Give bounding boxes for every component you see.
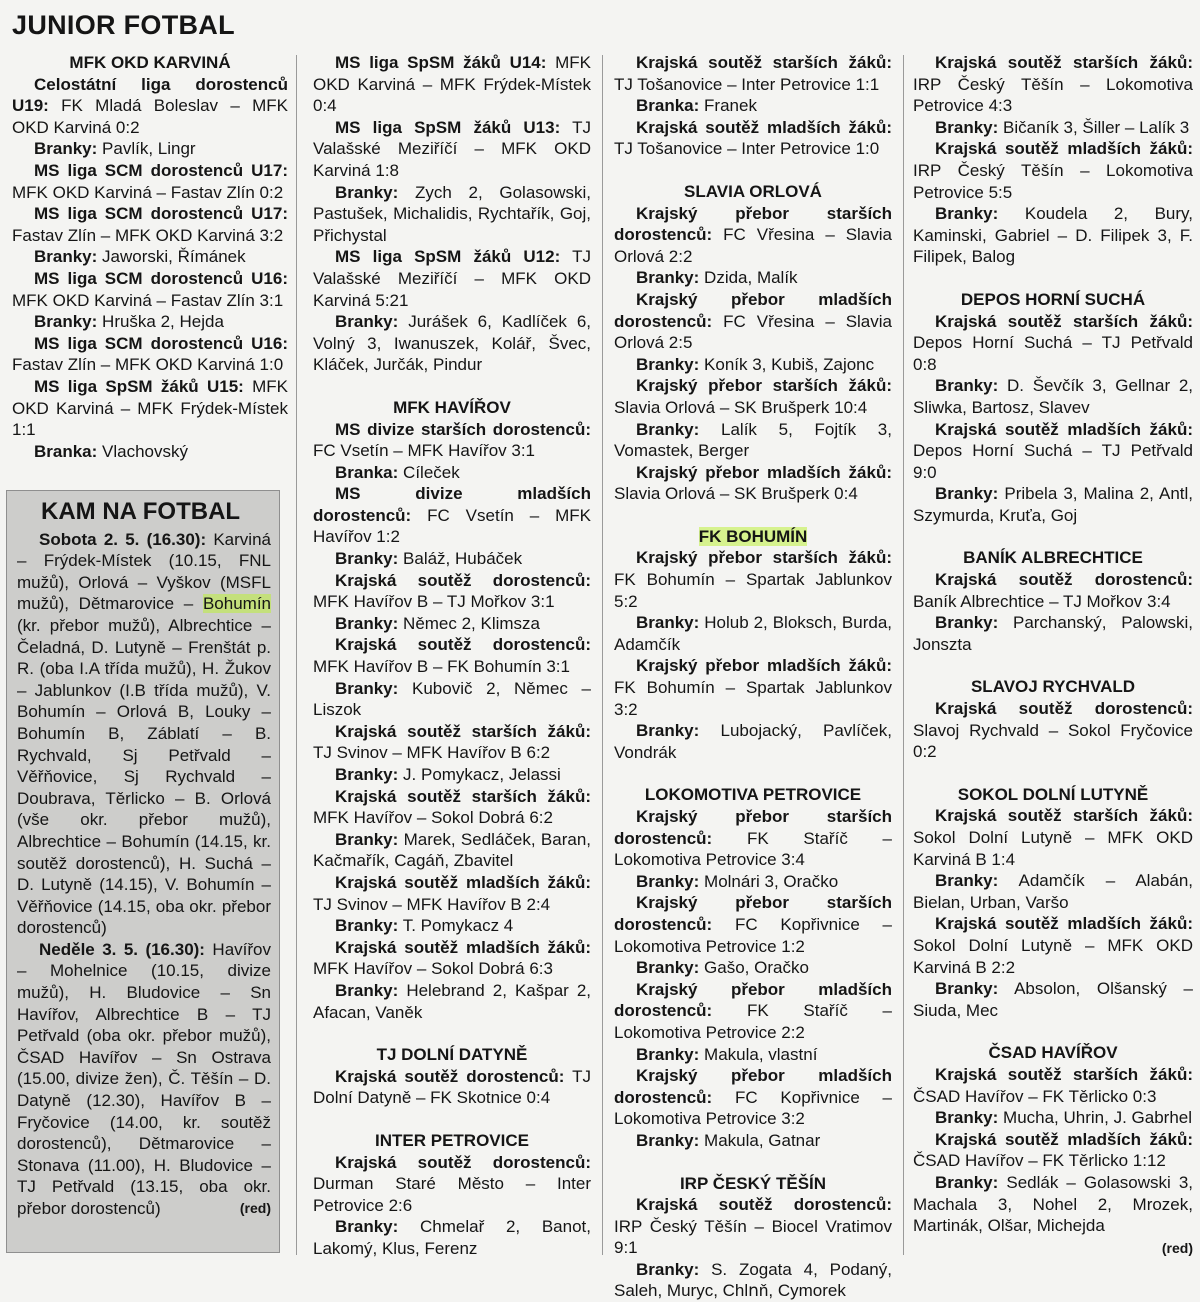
page-title: JUNIOR FOTBAL xyxy=(12,10,235,40)
result-entry xyxy=(12,138,288,160)
entry-text: Zych 2, Golasowski, Pastušek, Michalidis, Rychtařík, Goj, Přichystal xyxy=(313,182,591,245)
result-entry xyxy=(313,462,591,484)
entry-text: MFK OKD Karviná – Fastav Zlín 3:1 xyxy=(12,290,284,310)
entry-text: ČSAD Havířov – FK Těrlicko 0:3 xyxy=(913,1086,1157,1106)
entry-text: ČSAD Havířov – FK Těrlicko 1:12 xyxy=(913,1151,1166,1171)
entry-label: Branky: xyxy=(335,829,399,849)
result-entry xyxy=(614,547,892,612)
team-heading-inter: INTER PETROVICE xyxy=(375,1130,529,1150)
result-entry xyxy=(313,52,591,117)
column-4 xyxy=(913,52,1193,1257)
column-rule xyxy=(296,55,297,1255)
entry-label: Krajská soutěž dorostenců: xyxy=(335,570,591,590)
entry-text: FK Bohumín – Spartak Jablunkov 3:2 xyxy=(614,678,892,719)
entry-label: Krajský přebor mladších dorostenců: xyxy=(614,289,892,331)
team-heading-havirov: MFK HAVÍŘOV xyxy=(393,397,511,417)
entry-label: Branky: xyxy=(935,484,999,504)
kam-saturday-text-a: Karviná – Frýdek-Místek (10.15, FNL mužů), Orlová – Vyškov (MSFL mužů), Dětmarovice – xyxy=(17,529,271,614)
result-entry xyxy=(913,698,1193,763)
entry-label: Branky: xyxy=(636,1259,700,1279)
result-entry xyxy=(313,613,591,635)
signature-right xyxy=(913,1237,1193,1260)
entry-text: Hruška 2, Hejda xyxy=(97,312,224,332)
result-entry xyxy=(313,980,591,1023)
entry-label: MS liga SpSM žáků U15: xyxy=(34,376,244,396)
entry-text: TJ Valašské Meziříčí – MFK OKD Karviná 5:21 xyxy=(313,247,591,310)
entry-text: Makula, vlastní xyxy=(699,1044,818,1064)
result-entry xyxy=(313,721,591,764)
result-entry xyxy=(313,678,591,721)
entry-label: MS liga SCM dorostenců U16: xyxy=(34,268,288,288)
entry-text: FK Bohumín – Spartak Jablunkov 5:2 xyxy=(614,570,892,611)
entry-text: Franek xyxy=(699,96,757,116)
entry-label: Krajský přebor mladších žáků: xyxy=(636,656,892,676)
entry-text: Makula, Gatnar xyxy=(699,1130,821,1150)
result-entry xyxy=(614,1044,892,1066)
result-entry xyxy=(313,311,591,376)
entry-label: Krajská soutěž mladších žáků: xyxy=(935,1129,1193,1149)
entry-label: Branka: xyxy=(34,441,98,461)
result-entry xyxy=(313,764,591,786)
entry-text: Chmelař 2, Banot, Lakomý, Klus, Ferenz xyxy=(313,1217,591,1258)
team-heading-karvina: MFK OKD KARVINÁ xyxy=(69,53,231,72)
entry-label: Branky: xyxy=(335,765,399,784)
section-karvina-part1 xyxy=(12,74,288,463)
entry-text: Koník 3, Kubiš, Zajonc xyxy=(699,354,875,374)
column-rule xyxy=(903,55,904,1255)
entry-text: FC Vsetín – MFK Havířov 3:1 xyxy=(313,441,536,461)
entry-label: Krajská soutěž dorostenců: xyxy=(935,699,1193,719)
result-entry xyxy=(913,483,1193,526)
entry-label: MS divize mladších dorostenců: xyxy=(313,484,591,525)
result-entry xyxy=(12,268,288,311)
entry-label: Krajský přebor mladších žáků: xyxy=(636,462,892,482)
entry-label: MS liga SpSM žáků U13: xyxy=(335,117,561,137)
entry-label: Branky: xyxy=(335,1217,399,1237)
entry-label: Branky: xyxy=(34,312,98,332)
result-entry xyxy=(913,978,1193,1021)
entry-text: D. Ševčík 3, Gellnar 2, Sliwka, Bartosz, Slavev xyxy=(913,376,1193,417)
entry-text: TJ Svinov – MFK Havířov B 2:4 xyxy=(313,894,551,914)
result-entry xyxy=(913,117,1193,139)
section-rychvald xyxy=(913,698,1193,763)
result-entry xyxy=(913,1064,1193,1107)
result-entry xyxy=(614,957,892,979)
column-3 xyxy=(614,52,892,1301)
entry-label: Branka: xyxy=(636,96,700,116)
entry-text: Fastav Zlín – MFK OKD Karviná 3:2 xyxy=(12,225,284,245)
entry-text: Kubovič 2, Němec – Liszok xyxy=(313,678,591,720)
entry-label: Branky: xyxy=(935,1172,999,1192)
entry-text: IRP Český Těšín – Lokomotiva Petrovice 5:5 xyxy=(913,160,1193,202)
entry-text: Pribela 3, Malina 2, Antl, Szymurda, Kruťa, Goj xyxy=(913,484,1193,525)
kam-sunday-text: Havířov – Mohelnice (10.15, divize mužů), H. Bludovice – Sn Havířov, Albrechtice B – TJ Petřvald (oba okr. přebor mužů), ČSAD Havířov – Sn Ostrava (15.00, divize žen), Č. Těšín – D. Datyně (12.30), Havířov B – Fryčovice (14.00, kr. soutěž dorostenců), Dětmarovice – Stonava (11.00), H. Bludovice – TJ Petřvald (13.15, oba okr. přebor dorostenců) xyxy=(17,939,271,1218)
entry-label: Krajská soutěž mladších žáků: xyxy=(335,872,591,892)
entry-label: Branky: xyxy=(335,613,399,633)
entry-label: Krajská soutěž starších žáků: xyxy=(935,1064,1193,1084)
entry-text: MFK OKD Karviná – MFK Frýdek-Místek 1:1 xyxy=(12,376,289,440)
team-heading-lutyne: SOKOL DOLNÍ LUTYNĚ xyxy=(957,784,1149,804)
entry-label: Krajská soutěž dorostenců: xyxy=(335,1152,591,1172)
entry-text: Holub 2, Bloksch, Burda, Adamčík xyxy=(614,613,892,654)
entry-text: Slavia Orlová – SK Brušperk 0:4 xyxy=(614,484,858,504)
entry-text: Mucha, Uhrin, J. Gabrhel xyxy=(998,1108,1193,1128)
result-entry xyxy=(313,786,591,829)
result-entry xyxy=(913,311,1193,376)
result-entry xyxy=(12,441,288,463)
team-heading-rychvald: SLAVOJ RYCHVALD xyxy=(970,677,1136,697)
result-entry xyxy=(913,52,1193,117)
entry-label: Krajský přebor mladších dorostenců: xyxy=(614,1066,892,1107)
column-2 xyxy=(313,52,591,1257)
entry-text: Absolon, Olšanský – Siuda, Mec xyxy=(913,979,1193,1020)
entry-text: Cíleček xyxy=(398,462,460,482)
entry-text: Parchanský, Palowski, Jonszta xyxy=(913,613,1193,654)
entry-text: T. Pomykacz 4 xyxy=(398,916,514,936)
result-entry xyxy=(614,1194,892,1259)
kam-saturday-text-b: (kr. přebor mužů), Albrechtice – Čeladná, D. Lutyně – Frenštát p. R. (oba I.A třída mužů), H. Žukov – Jablunkov (I.B třída mužů), V. Bohumín – Orlová B, Louky – Bohumín B, Záblatí – B. Rychvald, Sj Petřvald – Věřňovice, Sj Rychvald – Doubrava, Těrlicko – B. Orlová (vše okr. přebor mužů), Albrechtice – Bohumín (14.15, kr. soutěž dorostenců), H. Suchá – D. Lutyně (14.15), V. Bohumín – Věřňovice (14.15, oba okr. přebor dorostenců) xyxy=(17,615,271,938)
entry-label: MS liga SCM dorostenců U17: xyxy=(34,204,288,224)
entry-text: FC Vřesina – Slavia Orlová 2:5 xyxy=(614,311,892,353)
entry-text: Adamčík – Alabán, Bielan, Urban, Varšo xyxy=(913,871,1193,912)
entry-text: Němec 2, Klimsza xyxy=(398,613,541,633)
result-entry xyxy=(614,462,892,505)
entry-text: Bičaník 3, Šiller – Lalík 3 xyxy=(998,117,1190,137)
result-entry xyxy=(313,483,591,548)
entry-text: MFK Havířov – Sokol Dobrá 6:3 xyxy=(313,959,553,979)
result-entry xyxy=(313,570,591,613)
result-entry xyxy=(313,1216,591,1259)
entry-label: Branky: xyxy=(335,678,399,698)
entry-text: Molnári 3, Oračko xyxy=(699,871,839,891)
entry-label: Branky: xyxy=(636,1044,700,1064)
team-heading-datyne: TJ DOLNÍ DATYNĚ xyxy=(376,1045,528,1065)
entry-label: Branky: xyxy=(34,139,98,159)
result-entry xyxy=(614,1065,892,1130)
entry-label: Branky: xyxy=(636,721,700,741)
result-entry xyxy=(614,354,892,376)
team-heading-albrechtice: BANÍK ALBRECHTICE xyxy=(963,548,1143,568)
entry-text: TJ Dolní Datyně – FK Skotnice 0:4 xyxy=(313,1066,591,1108)
entry-text: Dzida, Malík xyxy=(699,268,798,288)
kam-saturday xyxy=(17,529,271,939)
entry-label: Krajská soutěž dorostenců: xyxy=(335,1066,565,1086)
entry-text: Baláž, Hubáček xyxy=(398,549,523,569)
result-entry xyxy=(614,979,892,1044)
result-entry xyxy=(12,74,288,139)
entry-text: Pavlík, Lingr xyxy=(97,139,196,159)
entry-label: Krajská soutěž starších žáků: xyxy=(335,786,591,806)
entry-label: Branky: xyxy=(935,117,999,137)
entry-label: Krajská soutěž dorostenců: xyxy=(335,635,591,655)
entry-text: Lubojacký, Pavlíček, Vondrák xyxy=(614,721,892,762)
signature-right-text: (red) xyxy=(1161,1239,1193,1256)
entry-label: Branky: xyxy=(636,268,700,288)
entry-text: Marek, Sedláček, Baran, Kačmařík, Cagáň, Zbavitel xyxy=(313,829,591,871)
entry-label: Krajský přebor starších žáků: xyxy=(636,376,892,396)
result-entry xyxy=(313,829,591,872)
section-inter-part2 xyxy=(614,52,892,160)
entry-text: TJ Svinov – MFK Havířov B 6:2 xyxy=(313,743,551,763)
section-karvina-part2 xyxy=(313,52,591,376)
entry-text: MFK OKD Karviná – Fastav Zlín 0:2 xyxy=(12,182,284,202)
entry-label: MS divize starších dorostenců: xyxy=(335,419,591,439)
result-entry xyxy=(313,246,591,311)
entry-text: Slavoj Rychvald – Sokol Fryčovice 0:2 xyxy=(913,720,1193,762)
result-entry xyxy=(614,806,892,871)
entry-text: TJ Tošanovice – Inter Petrovice 1:0 xyxy=(614,139,880,159)
kam-title: KAM NA FOTBAL xyxy=(41,498,241,525)
entry-label: Krajský přebor starších dorostenců: xyxy=(614,203,892,245)
section-lokomotiva xyxy=(614,806,892,1152)
section-irp-part2 xyxy=(913,52,1193,268)
entry-text: Helebrand 2, Kašpar 2, Afacan, Vaněk xyxy=(313,980,591,1022)
team-heading-bohumin-text: FK BOHUMÍN xyxy=(698,526,808,546)
result-entry xyxy=(12,333,288,376)
result-entry xyxy=(913,419,1193,484)
entry-label: Krajská soutěž starších žáků: xyxy=(935,311,1193,331)
result-entry xyxy=(12,246,288,268)
entry-text: IRP Český Těšín – Biocel Vratimov 9:1 xyxy=(614,1216,892,1258)
section-csad xyxy=(913,1064,1193,1237)
entry-label: Branky: xyxy=(636,958,700,978)
team-heading-orlova: SLAVIA ORLOVÁ xyxy=(684,181,822,201)
entry-label: MS liga SCM dorostenců U17: xyxy=(34,160,288,180)
entry-label: Branky: xyxy=(335,549,399,569)
entry-text: IRP Český Těšín – Lokomotiva Petrovice 4:3 xyxy=(913,74,1193,116)
section-havirov xyxy=(313,419,591,1024)
entry-label: Krajská soutěž starších žáků: xyxy=(335,721,591,741)
result-entry xyxy=(313,548,591,570)
kam-na-fotbal-box xyxy=(6,490,280,1253)
result-entry xyxy=(614,267,892,289)
entry-label: Krajská soutěž starších žáků: xyxy=(935,53,1193,72)
entry-label: Krajská soutěž dorostenců: xyxy=(935,570,1193,590)
entry-label: Krajská soutěž mladších žáků: xyxy=(335,937,591,957)
entry-label: Branky: xyxy=(335,980,399,1000)
entry-text: J. Pomykacz, Jelassi xyxy=(398,765,561,784)
result-entry xyxy=(12,311,288,333)
entry-label: Branky: xyxy=(636,354,700,374)
entry-label: MS liga SpSM žáků U12: xyxy=(335,247,561,267)
entry-label: Branky: xyxy=(636,613,700,633)
entry-text: Vlachovský xyxy=(97,441,189,461)
entry-label: MS liga SpSM žáků U14: xyxy=(335,53,547,72)
result-entry xyxy=(614,289,892,354)
entry-label: Branky: xyxy=(335,312,399,332)
entry-text: TJ Tošanovice – Inter Petrovice 1:1 xyxy=(614,74,880,94)
entry-text: S. Zogata 4, Podaný, Saleh, Muryc, Chlոň, Cymorek xyxy=(614,1259,892,1301)
kam-sunday-label: Neděle 3. 5. (16.30): xyxy=(39,939,205,959)
entry-text: FK Staříč – Lokomotiva Petrovice 2:2 xyxy=(614,1001,892,1042)
section-inter-part1 xyxy=(313,1152,591,1260)
section-bohumin xyxy=(614,547,892,763)
result-entry xyxy=(913,612,1193,655)
entry-label: Branky: xyxy=(636,871,700,891)
result-entry xyxy=(614,95,892,117)
entry-text: FK Staříč – Lokomotiva Petrovice 3:4 xyxy=(614,828,892,870)
result-entry xyxy=(913,203,1193,268)
result-entry xyxy=(614,375,892,418)
result-entry xyxy=(313,182,591,247)
entry-text: Slavia Orlová – SK Brušperk 10:4 xyxy=(614,397,868,417)
entry-text: Baník Albrechtice – TJ Mořkov 3:4 xyxy=(913,591,1171,611)
entry-label: Branky: xyxy=(935,871,999,891)
column-rule xyxy=(602,55,603,1255)
result-entry xyxy=(313,937,591,980)
entry-label: Branka: xyxy=(335,462,399,482)
entry-text: Sokol Dolní Lutyně – MFK OKD Karviná B 1:4 xyxy=(913,828,1193,869)
entry-label: Branky: xyxy=(935,979,999,999)
result-entry xyxy=(913,569,1193,612)
entry-text: Jurášek 6, Kadlíček 6, Volný 3, Iwanuszek, Kolář, Švec, Kláček, Jurčák, Pindur xyxy=(313,312,591,375)
entry-text: TJ Valašské Meziříčí – MFK OKD Karviná 1:8 xyxy=(313,117,591,180)
team-heading-depos: DEPOS HORNÍ SUCHÁ xyxy=(960,289,1146,309)
entry-text: Lalík 5, Fojtík 3, Vomastek, Berger xyxy=(614,419,892,461)
section-irp-part1 xyxy=(614,1194,892,1302)
entry-text: FC Kopřivnice – Lokomotiva Petrovice 3:2 xyxy=(614,1087,892,1129)
entry-text: MFK Havířov B – TJ Mořkov 3:1 xyxy=(313,592,555,612)
entry-text: FC Kopřivnice – Lokomotiva Petrovice 1:2 xyxy=(614,914,892,956)
entry-label: Branky: xyxy=(636,1130,700,1150)
entry-label: Krajská soutěž mladších žáků: xyxy=(935,914,1193,934)
section-datyne xyxy=(313,1066,591,1109)
entry-text: Fastav Zlín – MFK OKD Karviná 1:0 xyxy=(12,355,284,375)
entry-label: Branky: xyxy=(335,916,399,936)
entry-label: Branky: xyxy=(34,247,98,267)
result-entry xyxy=(313,419,591,462)
section-orlova xyxy=(614,203,892,505)
entry-text: Depos Horní Suchá – TJ Petřvald 0:8 xyxy=(913,333,1193,374)
result-entry xyxy=(12,203,288,246)
result-entry xyxy=(614,117,892,160)
result-entry xyxy=(913,1129,1193,1172)
result-entry xyxy=(913,870,1193,913)
result-entry xyxy=(913,138,1193,203)
result-entry xyxy=(913,375,1193,418)
result-entry xyxy=(313,872,591,915)
result-entry xyxy=(614,720,892,763)
entry-label: Krajská soutěž mladších žáků: xyxy=(636,117,892,137)
entry-label: Krajská soutěž mladších žáků: xyxy=(935,139,1193,159)
kam-sunday xyxy=(17,939,271,1220)
signature: (red) xyxy=(239,1200,271,1216)
entry-text: Gašo, Oračko xyxy=(699,958,809,978)
entry-label: Krajský přebor starších žáků: xyxy=(636,548,892,568)
team-heading-irp: IRP ČESKÝ TĚŠÍN xyxy=(679,1173,827,1193)
team-heading-csad: ČSAD HAVÍŘOV xyxy=(988,1043,1118,1063)
result-entry xyxy=(913,913,1193,978)
result-entry xyxy=(913,805,1193,870)
entry-label: Krajský přebor starších dorostenců: xyxy=(614,893,892,934)
result-entry xyxy=(913,1172,1193,1237)
entry-label: Krajský přebor starších dorostenců: xyxy=(614,807,892,848)
entry-text: Jaworski, Římánek xyxy=(97,247,246,267)
entry-text: Sedlák – Golasowski 3, Machala 3, Nohel 2, Mrozek, Martinák, Olšar, Michejda xyxy=(913,1172,1193,1236)
entry-text: FK Mladá Boleslav – MFK OKD Karviná 0:2 xyxy=(12,96,288,137)
entry-text: MFK Havířov – Sokol Dobrá 6:2 xyxy=(313,808,553,828)
result-entry xyxy=(614,203,892,268)
entry-label: Krajský přebor mladších dorostenců: xyxy=(614,979,892,1021)
team-heading-lokomotiva: LOKOMOTIVA PETROVICE xyxy=(644,785,862,805)
result-entry xyxy=(614,612,892,655)
result-entry xyxy=(614,1130,892,1152)
entry-text: Koudela 2, Bury, Kaminski, Gabriel – D. Filipek 3, F. Filipek, Balog xyxy=(913,204,1193,267)
entry-label: Branky: xyxy=(636,419,700,439)
entry-label: Krajská soutěž starších žáků: xyxy=(636,53,892,72)
result-entry xyxy=(12,376,288,441)
section-albrechtice xyxy=(913,569,1193,655)
result-entry xyxy=(313,1152,591,1217)
entry-label: Branky: xyxy=(935,204,999,224)
kam-saturday-label: Sobota 2. 5. (16.30): xyxy=(39,529,207,549)
entry-text: Depos Horní Suchá – TJ Petřvald 9:0 xyxy=(913,441,1193,482)
entry-label: Branky: xyxy=(935,613,999,633)
entry-text: Durman Staré Město – Inter Petrovice 2:6 xyxy=(313,1174,591,1215)
result-entry xyxy=(614,52,892,95)
section-depos xyxy=(913,311,1193,527)
highlighted-team: Bohumín xyxy=(202,594,271,614)
entry-label: Krajská soutěž starších žáků: xyxy=(935,806,1193,826)
entry-label: Krajská soutěž mladších žáků: xyxy=(935,419,1193,439)
entry-label: Branky: xyxy=(335,182,399,202)
entry-text: FC Vsetín – MFK Havířov 1:2 xyxy=(313,505,591,547)
team-heading-bohumin xyxy=(614,526,892,548)
result-entry xyxy=(614,871,892,893)
entry-text: MFK Havířov B – FK Bohumín 3:1 xyxy=(313,657,570,677)
result-entry xyxy=(614,419,892,462)
entry-text: MFK OKD Karviná – MFK Frýdek-Místek 0:4 xyxy=(313,53,591,116)
entry-label: Celostátní liga dorostenců U19: xyxy=(12,74,288,116)
result-entry xyxy=(614,892,892,957)
result-entry xyxy=(614,655,892,720)
entry-label: Branky: xyxy=(935,1108,999,1128)
result-entry xyxy=(313,915,591,937)
entry-label: MS liga SCM dorostenců U16: xyxy=(34,333,288,353)
result-entry xyxy=(313,1066,591,1109)
entry-text: Sokol Dolní Lutyně – MFK OKD Karviná B 2:2 xyxy=(913,935,1193,977)
column-1 xyxy=(12,52,288,482)
result-entry xyxy=(12,160,288,203)
result-entry xyxy=(913,1107,1193,1129)
section-lutyne xyxy=(913,805,1193,1021)
result-entry xyxy=(614,1259,892,1302)
entry-label: Branky: xyxy=(935,376,999,396)
entry-text: FC Vřesina – Slavia Orlová 2:2 xyxy=(614,225,892,266)
result-entry xyxy=(313,117,591,182)
entry-label: Krajská soutěž dorostenců: xyxy=(636,1195,892,1215)
result-entry xyxy=(313,634,591,677)
